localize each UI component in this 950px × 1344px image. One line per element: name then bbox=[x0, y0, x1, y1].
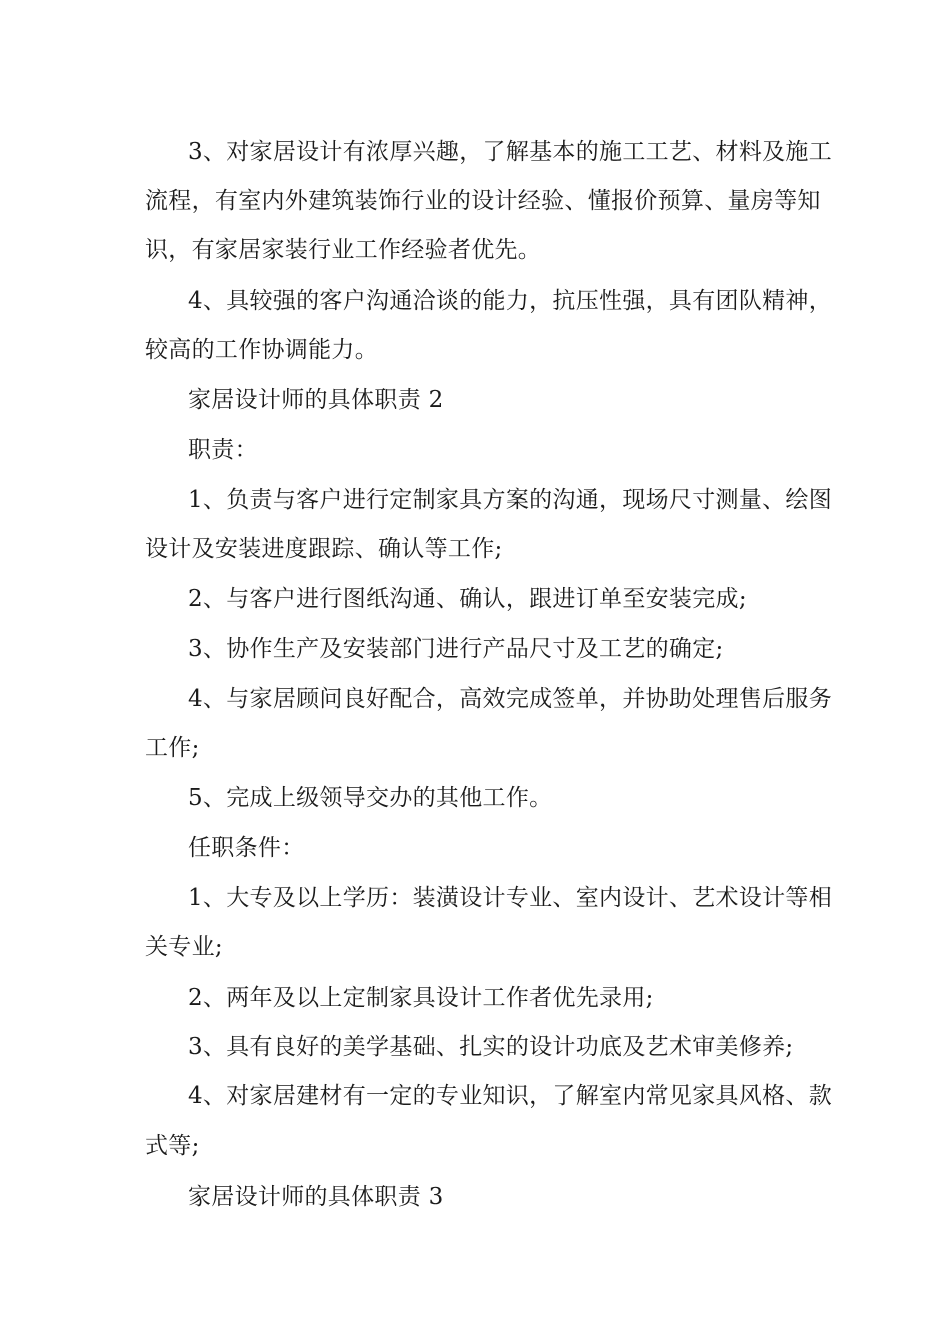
paragraph-line: 5、完成上级领导交办的其他工作。 bbox=[188, 785, 553, 811]
paragraph-line: 流程，有室内外建筑装饰行业的设计经验、懂报价预算、量房等知 bbox=[145, 188, 821, 214]
paragraph-line: 4、具较强的客户沟通洽谈的能力，抗压性强，具有团队精神， bbox=[188, 288, 833, 314]
paragraph-line: 设计及安装进度跟踪、确认等工作; bbox=[145, 536, 503, 562]
paragraph-line: 2、与客户进行图纸沟通、确认，跟进订单至安装完成; bbox=[188, 586, 747, 612]
paragraph-line: 1、负责与客户进行定制家具方案的沟通，现场尺寸测量、绘图 bbox=[188, 487, 833, 513]
section-heading: 家居设计师的具体职责 3 bbox=[188, 1184, 444, 1210]
section-heading: 家居设计师的具体职责 2 bbox=[188, 387, 444, 413]
paragraph-line: 识，有家居家装行业工作经验者优先。 bbox=[145, 237, 542, 263]
paragraph-line: 4、对家居建材有一定的专业知识，了解室内常见家具风格、款 bbox=[188, 1083, 833, 1109]
paragraph-line: 1、大专及以上学历：装潢设计专业、室内设计、艺术设计等相 bbox=[188, 885, 833, 911]
paragraph-line: 4、与家居顾问良好配合，高效完成签单，并协助处理售后服务 bbox=[188, 686, 833, 712]
paragraph-line: 3、协作生产及安装部门进行产品尺寸及工艺的确定; bbox=[188, 636, 724, 662]
paragraph-line: 较高的工作协调能力。 bbox=[145, 337, 378, 363]
subheading: 职责： bbox=[188, 437, 258, 463]
paragraph-line: 关专业; bbox=[145, 934, 223, 960]
paragraph-line: 3、具有良好的美学基础、扎实的设计功底及艺术审美修养; bbox=[188, 1034, 794, 1060]
paragraph-line: 2、两年及以上定制家具设计工作者优先录用; bbox=[188, 985, 654, 1011]
paragraph-line: 工作; bbox=[145, 735, 200, 761]
paragraph-line: 式等; bbox=[145, 1133, 200, 1159]
subheading: 任职条件： bbox=[188, 835, 305, 861]
paragraph-line: 3、对家居设计有浓厚兴趣，了解基本的施工工艺、材料及施工 bbox=[188, 139, 833, 165]
